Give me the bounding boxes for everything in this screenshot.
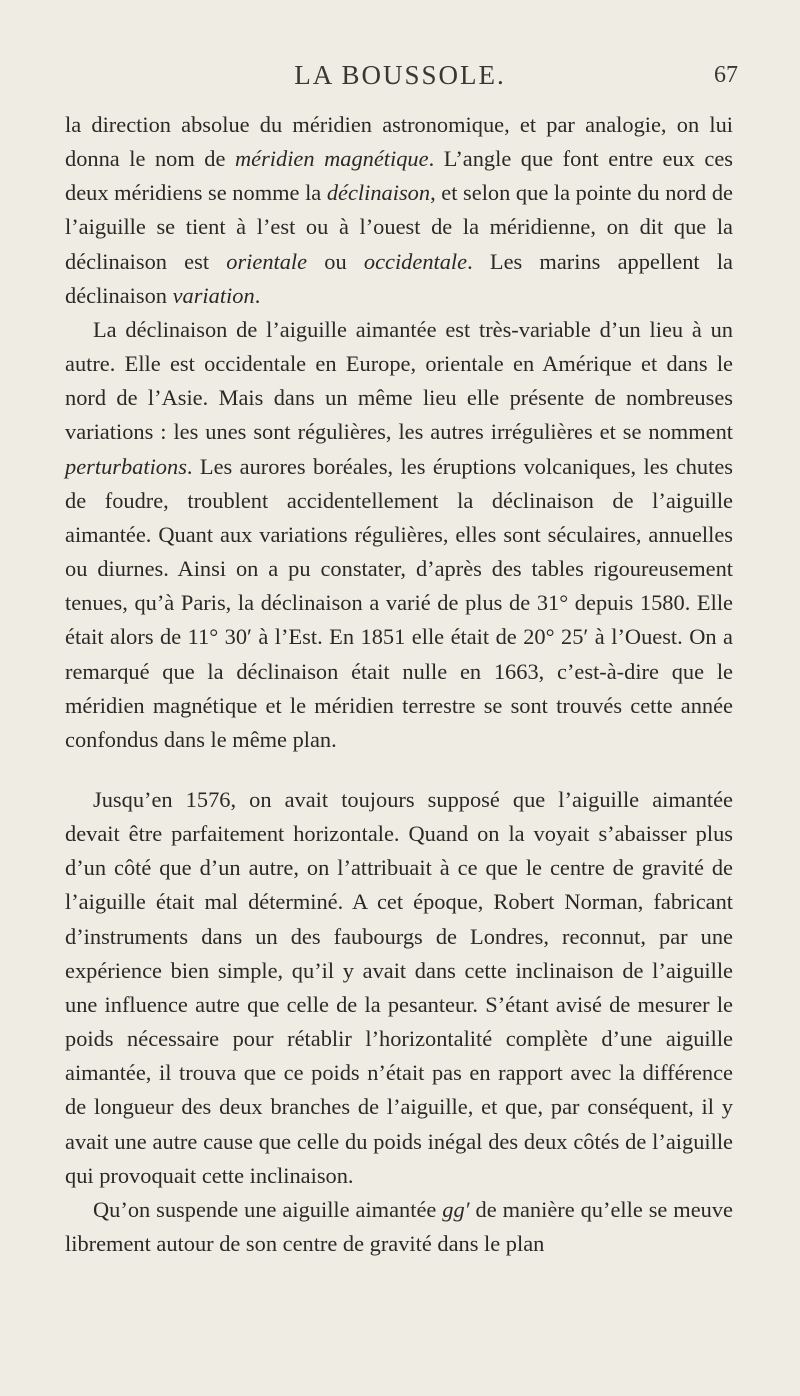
paragraph-declination-variations: [65, 313, 733, 757]
text-run: Qu’on suspende une aiguille aimantée: [93, 1196, 443, 1222]
page-number: 67: [714, 62, 738, 88]
running-title: LA BOUSSOLE.: [294, 60, 506, 90]
italic-term: déclinaison: [326, 180, 431, 206]
text-run: .: [254, 282, 261, 308]
text-run: de manière qu’elle se meuve librement autour de son centre de gravité dans le plan: [65, 1196, 733, 1256]
italic-term: occidentale: [363, 248, 468, 274]
text-run: La déclinaison de l’aiguille aimantée est très-variable d’un lieu à un autre. Elle est occidentale en Europe, orientale en Amérique et dans le nord de l’Asie. Mais dans un même lieu elle présente de nombreuses variations : les unes sont régulières, les autres irrégulières et se nomment: [65, 316, 733, 445]
paragraph-inclination-history: [65, 783, 733, 1193]
body-text: [65, 108, 733, 1261]
text-run: . Les aurores boréales, les éruptions volcaniques, les chutes de foudre, troublent accidentellement la déclinaison de l’aiguille aimantée. Quant aux variations régulières, elles sont séculaires, annuelles ou diurnes. Ainsi on a pu constater, d’après des tables rigoureusement tenues, qu’à Paris, la déclinaison a varié de plus de 31° depuis 1580. Elle était alors de 11° 30′ à l’Est. En 1851 elle était de 20° 25′ à l’Ouest. On a remarqué que la déclinaison était nulle en 1663, c’est-à-dire que le méridien magnétique et le méridien terrestre se sont trouvés cette année confondus dans le même plan.: [65, 453, 733, 752]
text-run: . Les marins appellent la déclinaison: [65, 248, 733, 308]
page-header: [0, 60, 800, 100]
text-run: la direction absolue du méridien astronomique, et par analogie, on lui donna le nom de: [65, 112, 733, 172]
paragraph-suspended-needle: [65, 1193, 733, 1261]
text-run: , et selon que la pointe du nord de l’aiguille se tient à l’est ou à l’ouest de la méridienne, on dit que la déclinaison est: [65, 180, 733, 274]
italic-term: méridien magnétique: [234, 146, 429, 172]
paragraph-declination-definition: [65, 108, 733, 313]
italic-term: gg′: [442, 1196, 470, 1222]
italic-term: orientale: [226, 248, 308, 274]
italic-term: perturbations: [65, 453, 187, 479]
text-run: . L’angle que font entre eux ces deux méridiens se nomme la: [65, 146, 733, 206]
italic-term: variation: [172, 282, 255, 308]
text-run: ou: [307, 248, 364, 274]
text-run: Jusqu’en 1576, on avait toujours supposé que l’aiguille aimantée devait être parfaitement horizontale. Quand on la voyait s’abaisser plus d’un côté que d’un autre, on l’attribuait à ce que le centre de gravité de l’aiguille était mal déterminé. A cet époque, Robert Norman, fabricant d’instruments dans un des faubourgs de Londres, reconnut, par une expérience bien simple, qu’il y avait dans cette inclinaison de l’aiguille une influence autre que celle de la pesanteur. S’étant avisé de mesurer le poids nécessaire pour rétablir l’horizontalité complète d’une aiguille aimantée, il trouva que ce poids n’était pas en rapport avec la différence de longueur des deux branches de l’aiguille, et que, par conséquent, il y avait une autre cause que celle du poids inégal des deux côtés de l’aiguille qui provoquait cette inclinaison.: [65, 786, 733, 1188]
